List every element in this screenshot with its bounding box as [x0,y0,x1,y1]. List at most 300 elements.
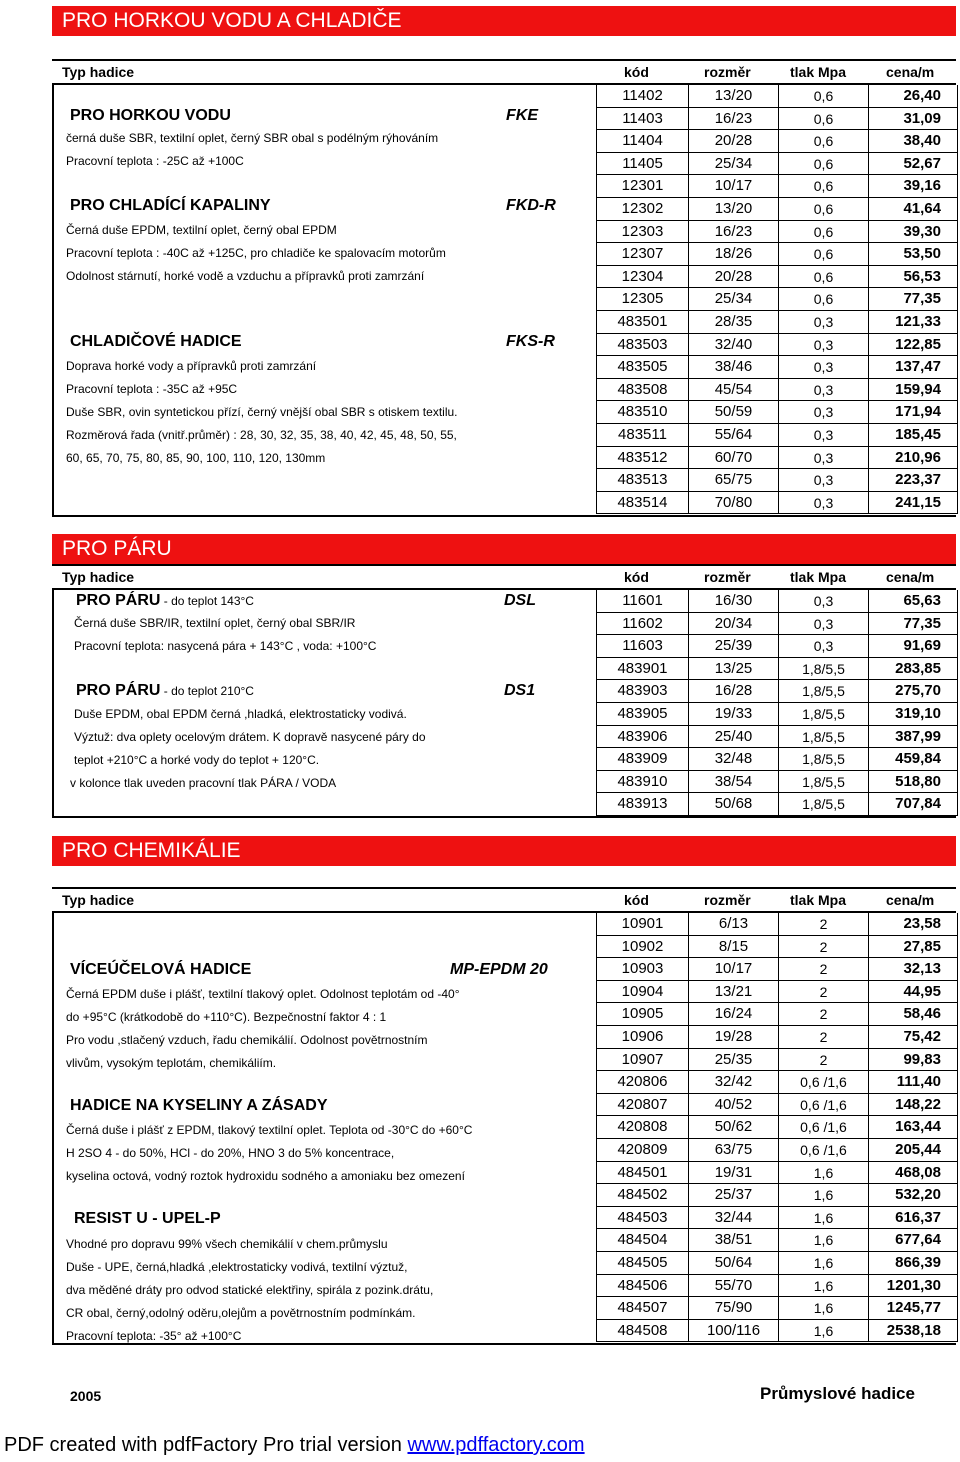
kod-cell: 10907 [596,1049,688,1071]
rozmer-cell: 38/54 [688,771,778,793]
rozmer-cell: 13/20 [688,85,778,107]
kod-cell: 10905 [596,1003,688,1025]
tlak-cell: 0,6 [778,266,868,288]
desc-line: v kolonce tlak uveden pracovní tlak PÁRA / VODA [70,776,337,790]
kod-cell: 11603 [596,635,688,657]
rozmer-cell: 100/116 [688,1320,778,1342]
table-row [596,356,958,379]
cena-cell: 275,70 [868,680,958,702]
table-row [596,1252,958,1275]
cena-cell: 77,35 [868,613,958,635]
table-row [596,85,958,108]
price-rows [596,85,958,514]
rozmer-cell: 55/70 [688,1275,778,1297]
desc-line: Duše EPDM, obal EPDM černá ,hladká, elektrostaticky vodivá. [74,707,407,721]
tlak-cell: 1,6 [778,1297,868,1319]
kod-cell: 420806 [596,1071,688,1093]
rozmer-cell: 25/37 [688,1184,778,1206]
tlak-cell: 2 [778,913,868,935]
table-row [596,1071,958,1094]
type-title: CHLADIČOVÉ HADICE [70,333,242,350]
cena-cell: 27,85 [868,936,958,958]
table-row [596,658,958,681]
kod-cell: 10902 [596,936,688,958]
rozmer-cell: 25/39 [688,635,778,657]
rozmer-cell: 50/68 [688,793,778,815]
tlak-cell: 1,8/5,5 [778,703,868,725]
footer-title: Průmyslové hadice [760,1384,915,1403]
table-row [596,981,958,1004]
desc-line: Duše SBR, ovin syntetickou přízí, černý vnější obal SBR s otiskem textilu. [66,405,458,419]
desc-line: Pracovní teplota : -35C až +95C [66,382,238,396]
cena-cell: 1201,30 [868,1275,958,1297]
rozmer-cell: 10/17 [688,958,778,980]
rozmer-cell: 25/35 [688,1049,778,1071]
cena-cell: 56,53 [868,266,958,288]
rozmer-cell: 32/44 [688,1207,778,1229]
kod-cell: 484506 [596,1275,688,1297]
tlak-cell: 1,6 [778,1162,868,1184]
pdf-watermark [4,1434,585,1457]
footer-year: 2005 [70,1388,102,1404]
rozmer-cell: 50/64 [688,1252,778,1274]
kod-cell: 484501 [596,1162,688,1184]
header-cena: cena/m [886,892,935,908]
rozmer-cell: 60/70 [688,447,778,469]
tlak-cell: 0,3 [778,379,868,401]
header-kod: kód [624,569,649,585]
pdffactory-link[interactable]: www.pdffactory.com [407,1434,585,1456]
table-row [596,401,958,424]
kod-cell: 12303 [596,221,688,243]
desc-line: Pracovní teplota: nasycená pára + 143°C , voda: +100°C [74,639,377,653]
desc-line: Pracovní teplota : -25C až +100C [66,154,244,168]
cena-cell: 241,15 [868,492,958,514]
desc-line: kyselina octová, vodný roztok hydroxidu sodného a amoniaku bez omezení [66,1169,465,1183]
table-chemicals [52,887,956,1345]
table-header [52,887,956,913]
cena-cell: 38,40 [868,130,958,152]
tlak-cell: 1,8/5,5 [778,771,868,793]
rozmer-cell: 13/25 [688,658,778,680]
cena-cell: 75,42 [868,1026,958,1048]
tlak-cell: 0,3 [778,613,868,635]
rozmer-cell: 50/59 [688,401,778,423]
cena-cell: 205,44 [868,1139,958,1161]
table-row [596,913,958,936]
header-typ: Typ hadice [62,569,135,585]
cena-cell: 39,30 [868,221,958,243]
tlak-cell: 1,6 [778,1229,868,1251]
table-row [596,424,958,447]
cena-cell: 387,99 [868,726,958,748]
table-row [596,1207,958,1230]
type-title-sub: - do teplot 210°C [160,684,254,698]
table-row [596,958,958,981]
kod-cell: 483510 [596,401,688,423]
table-row [596,130,958,153]
table-row [596,334,958,357]
rozmer-cell: 16/24 [688,1003,778,1025]
rozmer-cell: 55/64 [688,424,778,446]
cena-cell: 1245,77 [868,1297,958,1319]
type-title: PRO HORKOU VODU [70,107,231,124]
table-row [596,288,958,311]
desc-line: Pracovní teplota : -40C až +125C, pro chladiče ke spalovacím motorům [66,246,446,260]
cena-cell: 77,35 [868,288,958,310]
tlak-cell: 0,6 [778,85,868,107]
cena-cell: 468,08 [868,1162,958,1184]
rozmer-cell: 50/62 [688,1116,778,1138]
tlak-cell: 0,6 [778,108,868,130]
kod-cell: 11601 [596,590,688,612]
type-code: FKE [506,107,538,124]
header-tlak: tlak Mpa [790,569,847,585]
rozmer-cell: 38/46 [688,356,778,378]
desc-line: Vhodné pro dopravu 99% všech chemikálií v chem.průmyslu [66,1237,388,1251]
rozmer-cell: 65/75 [688,469,778,491]
cena-cell: 283,85 [868,658,958,680]
rozmer-cell: 10/17 [688,175,778,197]
kod-cell: 483501 [596,311,688,333]
type-title-sub: - do teplot 143°C [160,594,254,608]
kod-cell: 10901 [596,913,688,935]
kod-cell: 483905 [596,703,688,725]
cena-cell: 121,33 [868,311,958,333]
desc-line: do +95°C (krátkodobě do +110°C). Bezpečnostní faktor 4 : 1 [66,1010,387,1024]
table-row [596,771,958,794]
table-row [596,793,958,816]
tlak-cell: 0,6 /1,6 [778,1139,868,1161]
cena-cell: 44,95 [868,981,958,1003]
cena-cell: 99,83 [868,1049,958,1071]
cena-cell: 148,22 [868,1094,958,1116]
rozmer-cell: 19/31 [688,1162,778,1184]
type-title: PRO CHLADÍCÍ KAPALINY [70,197,271,214]
kod-cell: 12305 [596,288,688,310]
section-banner-steam: PRO PÁRU [52,534,956,564]
tlak-cell: 0,6 [778,288,868,310]
rozmer-cell: 40/52 [688,1094,778,1116]
tlak-cell: 1,6 [778,1207,868,1229]
price-rows [596,913,958,1342]
table-row [596,1116,958,1139]
cena-cell: 111,40 [868,1071,958,1093]
cena-cell: 39,16 [868,175,958,197]
table-header [52,59,956,85]
table-row [596,1184,958,1207]
table-row [596,1162,958,1185]
tlak-cell: 0,6 [778,221,868,243]
cena-cell: 319,10 [868,703,958,725]
rozmer-cell: 70/80 [688,492,778,514]
type-title-main: PRO PÁRU [76,682,161,699]
tlak-cell: 0,6 [778,130,868,152]
rozmer-cell: 20/28 [688,266,778,288]
kod-cell: 484502 [596,1184,688,1206]
tlak-cell: 1,8/5,5 [778,680,868,702]
kod-cell: 483901 [596,658,688,680]
table-row [596,1229,958,1252]
table-row [596,1049,958,1072]
desc-line: Doprava horké vody a přípravků proti zamrzání [66,359,317,373]
tlak-cell: 0,3 [778,492,868,514]
table-hot-water [52,59,956,517]
kod-cell: 484508 [596,1320,688,1342]
desc-line: Černá EPDM duše i plášť, textilní tlakový oplet. Odolnost teplotám od -40° [66,987,460,1001]
header-rozmer: rozměr [704,64,751,80]
kod-cell: 12301 [596,175,688,197]
cena-cell: 223,37 [868,469,958,491]
table-row [596,1297,958,1320]
rozmer-cell: 18/26 [688,243,778,265]
table-row [596,703,958,726]
table-row [596,635,958,658]
kod-cell: 483910 [596,771,688,793]
rozmer-cell: 25/34 [688,288,778,310]
pdf-watermark-text: PDF created with pdfFactory Pro trial version [4,1434,408,1456]
rozmer-cell: 16/23 [688,108,778,130]
rozmer-cell: 28/35 [688,311,778,333]
kod-cell: 12307 [596,243,688,265]
table-row [596,1026,958,1049]
kod-cell: 11405 [596,153,688,175]
tlak-cell: 1,8/5,5 [778,793,868,815]
table-row [596,379,958,402]
table-row [596,748,958,771]
kod-cell: 483512 [596,447,688,469]
table-row [596,311,958,334]
table-row [596,1003,958,1026]
rozmer-cell: 16/23 [688,221,778,243]
desc-line: Duše - UPE, černá,hladká ,elektrostaticky vodivá, textilní výztuž, [66,1260,408,1274]
table-row [596,680,958,703]
type-title: VÍCEÚČELOVÁ HADICE [70,961,252,978]
tlak-cell: 1,6 [778,1252,868,1274]
table-row [596,175,958,198]
table-header [52,564,956,590]
table-row [596,1275,958,1298]
rozmer-cell: 19/33 [688,703,778,725]
tlak-cell: 2 [778,1049,868,1071]
table-row [596,469,958,492]
type-title [76,682,254,700]
cena-cell: 122,85 [868,334,958,356]
tlak-cell: 2 [778,936,868,958]
desc-line: Černá duše i plášť z EPDM, tlakový textilní oplet. Teplota od -30°C do +60°C [66,1123,473,1137]
table-row [596,492,958,515]
section-banner-chemicals: PRO CHEMIKÁLIE [52,836,956,866]
tlak-cell: 0,6 /1,6 [778,1094,868,1116]
tlak-cell: 2 [778,1003,868,1025]
desc-line: 60, 65, 70, 75, 80, 85, 90, 100, 110, 120, 130mm [66,451,326,465]
price-rows [596,590,958,816]
tlak-cell: 1,6 [778,1320,868,1342]
rozmer-cell: 6/13 [688,913,778,935]
cena-cell: 58,46 [868,1003,958,1025]
cena-cell: 707,84 [868,793,958,815]
cena-cell: 137,47 [868,356,958,378]
table-body [52,85,956,517]
tlak-cell: 0,3 [778,311,868,333]
tlak-cell: 1,6 [778,1275,868,1297]
kod-cell: 483903 [596,680,688,702]
table-steam [52,564,956,818]
tlak-cell: 1,8/5,5 [778,748,868,770]
cena-cell: 53,50 [868,243,958,265]
kod-cell: 10906 [596,1026,688,1048]
tlak-cell: 0,6 [778,175,868,197]
header-rozmer: rozměr [704,892,751,908]
kod-cell: 484504 [596,1229,688,1251]
tlak-cell: 0,3 [778,590,868,612]
tlak-cell: 0,3 [778,334,868,356]
tlak-cell: 0,6 [778,153,868,175]
tlak-cell: 0,3 [778,401,868,423]
rozmer-cell: 45/54 [688,379,778,401]
type-title: RESIST U - UPEL-P [74,1210,221,1227]
desc-line: Rozměrová řada (vnitř.průměr) : 28, 30, 32, 35, 38, 40, 42, 45, 48, 50, 55, [66,428,457,442]
kod-cell: 484503 [596,1207,688,1229]
kod-cell: 11403 [596,108,688,130]
kod-cell: 483505 [596,356,688,378]
header-tlak: tlak Mpa [790,64,847,80]
table-row [596,243,958,266]
cena-cell: 171,94 [868,401,958,423]
tlak-cell: 1,8/5,5 [778,658,868,680]
desc-line: Odolnost stárnutí, horké vodě a vzduchu a přípravků proti zamrzání [66,269,425,283]
table-row [596,1320,958,1343]
cena-cell: 532,20 [868,1184,958,1206]
table-body [52,913,956,1345]
desc-line: černá duše SBR, textilní oplet, černý SBR obal s podélným rýhováním [66,131,439,145]
type-code: FKD-R [506,197,556,214]
table-row [596,1139,958,1162]
cena-cell: 866,39 [868,1252,958,1274]
header-typ: Typ hadice [62,64,135,80]
header-kod: kód [624,64,649,80]
desc-line: Pracovní teplota: -35° až +100°C [66,1329,242,1343]
tlak-cell: 0,3 [778,635,868,657]
kod-cell: 483909 [596,748,688,770]
kod-cell: 483514 [596,492,688,514]
tlak-cell: 0,3 [778,424,868,446]
kod-cell: 12302 [596,198,688,220]
header-kod: kód [624,892,649,908]
header-cena: cena/m [886,569,935,585]
type-code: MP-EPDM 20 [450,961,548,978]
cena-cell: 52,67 [868,153,958,175]
kod-cell: 11402 [596,85,688,107]
kod-cell: 10904 [596,981,688,1003]
tlak-cell: 0,3 [778,447,868,469]
kod-cell: 10903 [596,958,688,980]
kod-cell: 483913 [596,793,688,815]
rozmer-cell: 20/34 [688,613,778,635]
cena-cell: 677,64 [868,1229,958,1251]
kod-cell: 483508 [596,379,688,401]
rozmer-cell: 20/28 [688,130,778,152]
rozmer-cell: 63/75 [688,1139,778,1161]
tlak-cell: 1,8/5,5 [778,726,868,748]
kod-cell: 11404 [596,130,688,152]
table-row [596,726,958,749]
cena-cell: 26,40 [868,85,958,107]
type-title [76,592,254,610]
tlak-cell: 2 [778,1026,868,1048]
kod-cell: 483513 [596,469,688,491]
desc-line: dva měděné dráty pro odvod statické elektřiny, spirála z pozink.drátu, [66,1283,434,1297]
type-title-main: PRO PÁRU [76,592,161,609]
table-row [596,613,958,636]
cena-cell: 91,69 [868,635,958,657]
tlak-cell: 1,6 [778,1184,868,1206]
tlak-cell: 0,3 [778,469,868,491]
tlak-cell: 2 [778,981,868,1003]
section-banner-hot-water: PRO HORKOU VODU A CHLADIČE [52,6,956,36]
type-code: DSL [504,592,536,609]
kod-cell: 484505 [596,1252,688,1274]
desc-line: CR obal, černý,odolný oděru,olejům a povětrnostním podmínkám. [66,1306,416,1320]
tlak-cell: 0,6 /1,6 [778,1116,868,1138]
header-tlak: tlak Mpa [790,892,847,908]
header-cena: cena/m [886,64,935,80]
table-body [52,590,956,818]
desc-line: teplot +210°C a horké vody do teplot + 120°C. [74,753,320,767]
cena-cell: 41,64 [868,198,958,220]
cena-cell: 32,13 [868,958,958,980]
cena-cell: 23,58 [868,913,958,935]
kod-cell: 420807 [596,1094,688,1116]
table-row [596,266,958,289]
table-row [596,221,958,244]
table-row [596,108,958,131]
desc-line: Černá duše EPDM, textilní oplet, černý obal EPDM [66,223,337,237]
rozmer-cell: 32/40 [688,334,778,356]
rozmer-cell: 25/40 [688,726,778,748]
rozmer-cell: 75/90 [688,1297,778,1319]
rozmer-cell: 16/28 [688,680,778,702]
rozmer-cell: 38/51 [688,1229,778,1251]
rozmer-cell: 8/15 [688,936,778,958]
cena-cell: 159,94 [868,379,958,401]
rozmer-cell: 16/30 [688,590,778,612]
table-row [596,153,958,176]
rozmer-cell: 32/42 [688,1071,778,1093]
type-code: FKS-R [506,333,555,350]
desc-line: Pro vodu ,stlačený vzduch, řadu chemikálií. Odolnost povětrnostním [66,1033,428,1047]
type-title: HADICE NA KYSELINY A ZÁSADY [70,1097,328,1114]
desc-line: Výztuž: dva oplety ocelovým drátem. K dopravě nasycené páry do [74,730,426,744]
tlak-cell: 0,6 /1,6 [778,1071,868,1093]
cena-cell: 185,45 [868,424,958,446]
tlak-cell: 2 [778,958,868,980]
cena-cell: 459,84 [868,748,958,770]
cena-cell: 2538,18 [868,1320,958,1342]
cena-cell: 210,96 [868,447,958,469]
desc-line: H 2SO 4 - do 50%, HCl - do 20%, HNO 3 do 5% koncentrace, [66,1146,395,1160]
rozmer-cell: 19/28 [688,1026,778,1048]
rozmer-cell: 32/48 [688,748,778,770]
cena-cell: 163,44 [868,1116,958,1138]
kod-cell: 484507 [596,1297,688,1319]
kod-cell: 11602 [596,613,688,635]
kod-cell: 483906 [596,726,688,748]
type-code: DS1 [504,682,536,699]
table-row [596,447,958,470]
kod-cell: 483503 [596,334,688,356]
header-rozmer: rozměr [704,569,751,585]
